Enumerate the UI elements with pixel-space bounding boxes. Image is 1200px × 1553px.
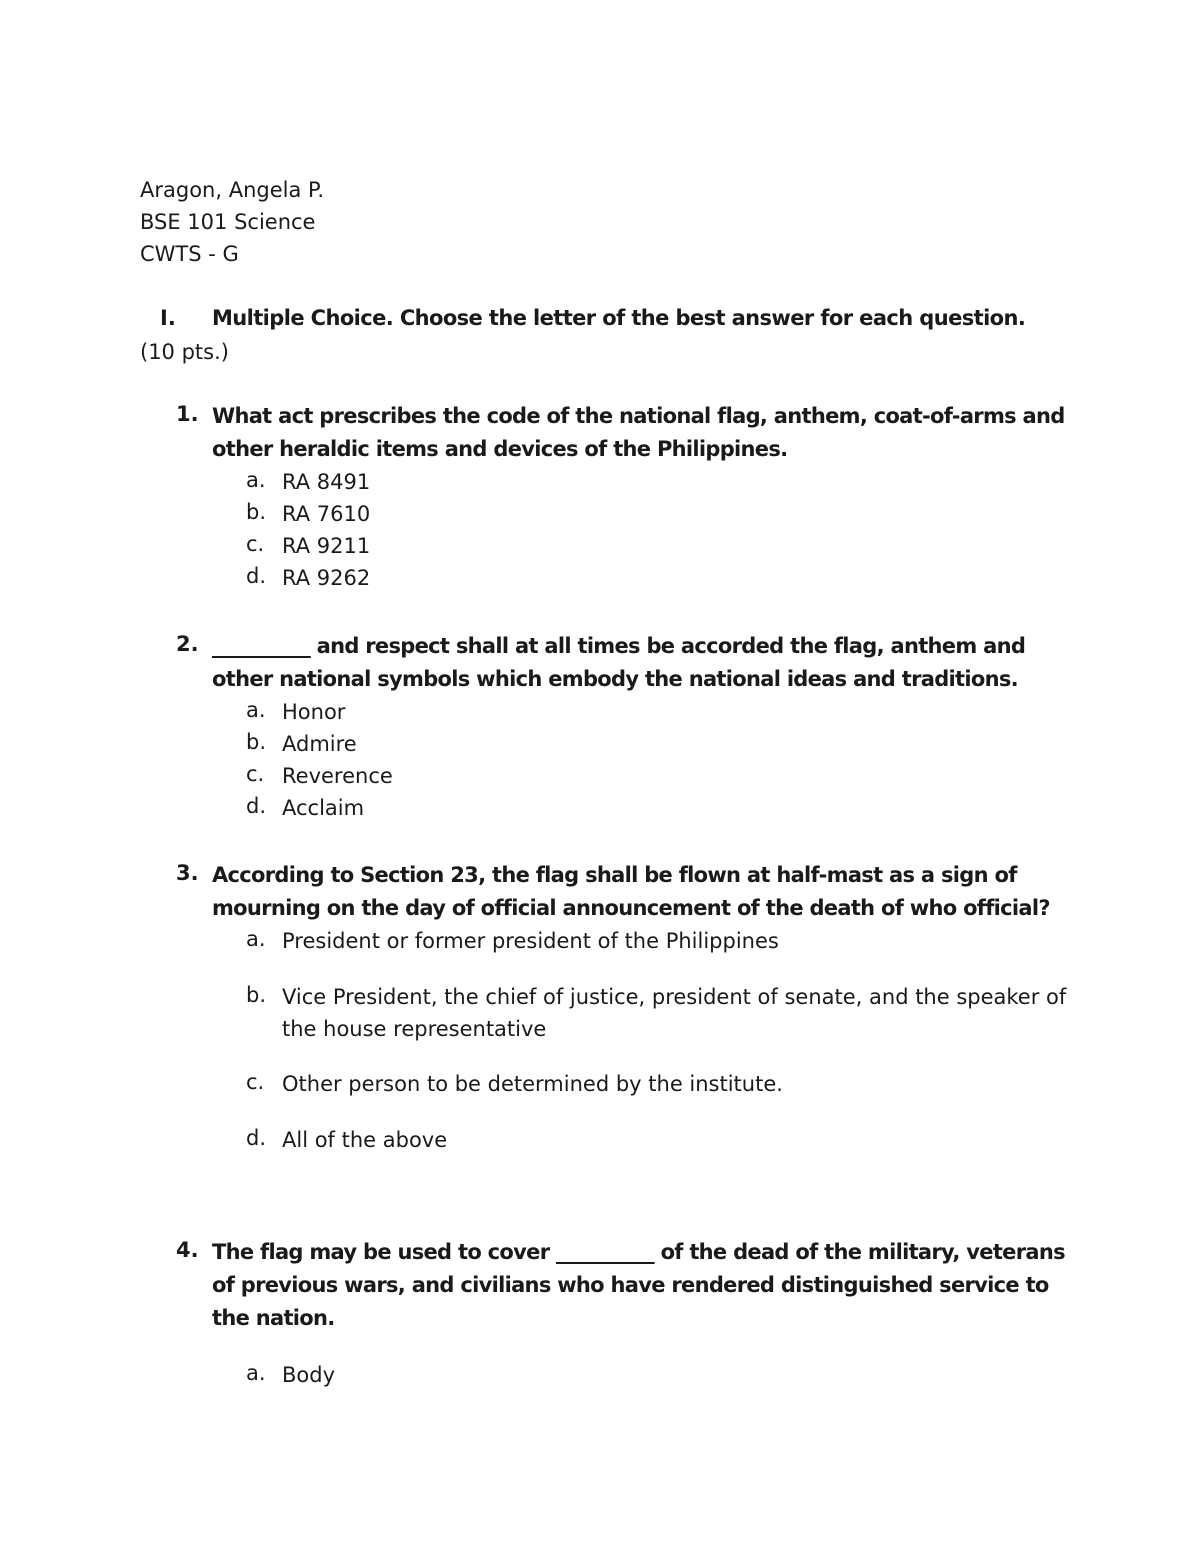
- question-4-option-a-letter: a.: [246, 1361, 266, 1385]
- question-1-number: 1.: [176, 402, 199, 426]
- section-number: I.: [160, 306, 176, 330]
- question-3-option-d-letter: d.: [246, 1126, 267, 1150]
- question-1-text: What act prescribes the code of the national flag, anthem, coat-of-arms and other heraldic items and devices of the Philippines.: [212, 404, 1065, 461]
- question-2-option-d-letter: d.: [246, 794, 267, 818]
- student-course: BSE 101 Science: [140, 210, 316, 234]
- question-3-option-a-letter: a.: [246, 927, 266, 951]
- question-3-option-d: All of the above: [282, 1128, 448, 1152]
- question-2-option-c-letter: c.: [246, 762, 265, 786]
- question-2-option-a: Honor: [282, 700, 346, 724]
- student-name: Aragon, Angela P.: [140, 178, 325, 202]
- question-4-number: 4.: [176, 1238, 199, 1262]
- question-3-option-a: President or former president of the Philippines: [282, 929, 779, 953]
- question-3-text: According to Section 23, the flag shall be flown at half-mast as a sign of mourning on the day of official announcement of the death of who official?: [212, 863, 1050, 920]
- question-3-option-c: Other person to be determined by the institute.: [282, 1072, 783, 1096]
- question-1-option-b-letter: b.: [246, 500, 267, 524]
- question-2-option-b-letter: b.: [246, 730, 267, 754]
- question-2-option-d: Acclaim: [282, 796, 365, 820]
- question-4-option-a: Body: [282, 1363, 336, 1387]
- question-2-option-c: Reverence: [282, 764, 393, 788]
- question-3-option-c-letter: c.: [246, 1070, 265, 1094]
- question-1-option-d: RA 9262: [282, 566, 371, 590]
- question-1-option-b: RA 7610: [282, 502, 371, 526]
- question-3-number: 3.: [176, 861, 199, 885]
- section-points: (10 pts.): [140, 340, 229, 364]
- question-1-option-d-letter: d.: [246, 564, 267, 588]
- section-title: Multiple Choice. Choose the letter of the best answer for each question.: [212, 306, 1026, 330]
- question-2-option-a-letter: a.: [246, 698, 266, 722]
- question-1-option-a-letter: a.: [246, 468, 266, 492]
- question-1-option-c-letter: c.: [246, 532, 265, 556]
- question-3-option-b-letter: b.: [246, 983, 267, 1007]
- question-2-option-b: Admire: [282, 732, 357, 756]
- question-3-option-b: Vice President, the chief of justice, president of senate, and the speaker of the house representative: [282, 985, 1067, 1041]
- question-1-option-a: RA 8491: [282, 470, 371, 494]
- question-2-text: __________ and respect shall at all times be accorded the flag, anthem and other national symbols which embody the national ideas and traditions.: [212, 634, 1026, 691]
- question-1-option-c: RA 9211: [282, 534, 371, 558]
- question-2-number: 2.: [176, 632, 199, 656]
- question-4-text: The flag may be used to cover __________ of the dead of the military, veterans of previous wars, and civilians who have rendered distinguished service to the nation.: [212, 1240, 1065, 1330]
- student-section: CWTS - G: [140, 242, 239, 266]
